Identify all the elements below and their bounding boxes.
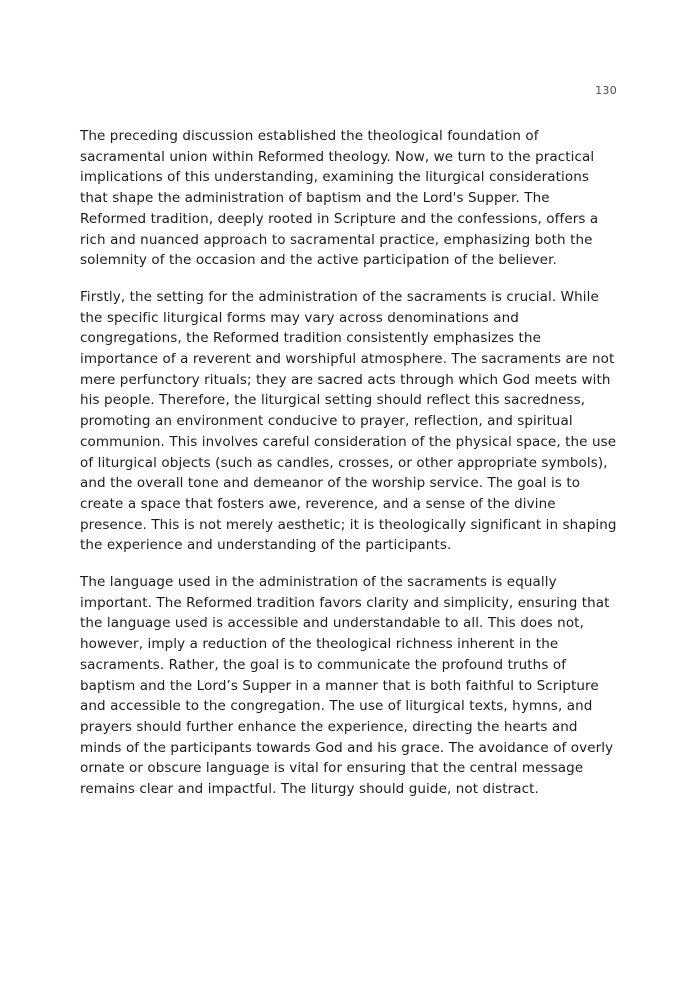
paragraph-3: The language used in the administration of the sacraments is equally important. The Reformed tradition favors clarity and simplicity, ensuring that the language used is accessible and understandable to all. This does not, however, imply a reduction of the theological richness inherent in the sacraments. Rather, the goal is to communicate the profound truths of baptism and the Lord’s Supper in a manner that is both faithful to Scripture and accessible to the congregation. The use of liturgical texts, hymns, and prayers should further enhance the experience, directing the hearts and minds of the participants towards God and his grace. The avoidance of overly ornate or obscure language is vital for ensuring that the central message remains clear and impactful. The liturgy should guide, not distract. [80, 574, 614, 798]
page-body-text [80, 126, 620, 816]
page-number: 130 [595, 84, 617, 97]
paragraph-2: Firstly, the setting for the administration of the sacraments is crucial. While the specific liturgical forms may vary across denominations and congregations, the Reformed tradition consistently emphasizes the importance of a reverent and worshipful atmosphere. The sacraments are not mere perfunctory rituals; they are sacred acts through which God meets with his people. Therefore, the liturgical setting should reflect this sacredness, promoting an environment conducive to prayer, reflection, and spiritual communion. This involves careful consideration of the physical space, the use of liturgical objects (such as candles, crosses, or other appropriate symbols), and the overall tone and demeanor of the worship service. The goal is to create a space that fosters awe, reverence, and a sense of the divine presence. This is not merely aesthetic; it is theologically significant in shaping the experience and understanding of the participants. [80, 288, 617, 554]
paragraph-1: The preceding discussion established the theological foundation of sacramental union within Reformed theology. Now, we turn to the practical implications of this understanding, examining the liturgical considerations that shape the administration of baptism and the Lord's Supper. The Reformed tradition, deeply rooted in Scripture and the confessions, offers a rich and nuanced approach to sacramental practice, emphasizing both the solemnity of the occasion and the active participation of the believer. [80, 128, 599, 269]
